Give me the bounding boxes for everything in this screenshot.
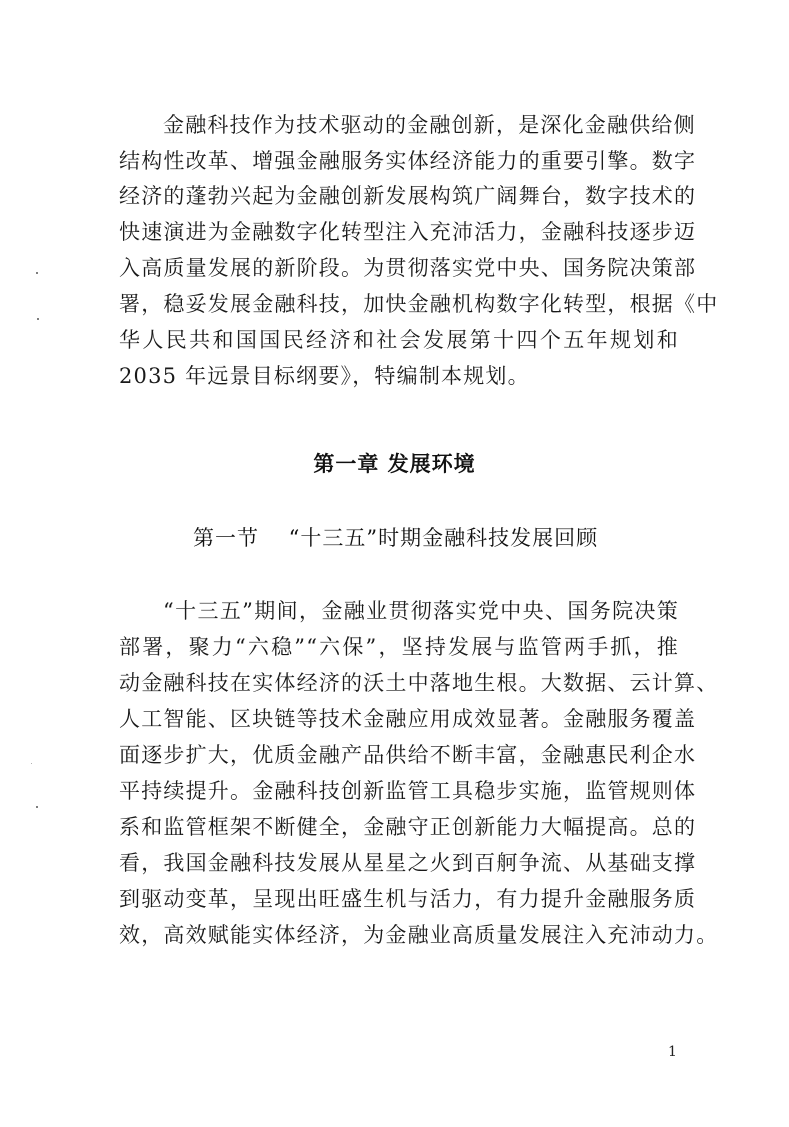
page-number: 1 bbox=[668, 1044, 677, 1060]
scan-speck bbox=[36, 806, 38, 808]
body-line: 系和监管框架不断健全，金融守正创新能力大幅提高。总的 bbox=[119, 815, 697, 839]
intro-line: 华人民共和国国民经济和社会发展第十四个五年规划和 bbox=[119, 328, 679, 352]
body-line: 动金融科技在实体经济的沃土中落地生根。大数据、云计算、 bbox=[119, 671, 719, 695]
intro-line: 金融科技作为技术驱动的金融创新，是深化金融供给侧 bbox=[163, 113, 696, 137]
scan-speck bbox=[31, 763, 32, 764]
body-line: 平持续提升。金融科技创新监管工具稳步实施，监管规则体 bbox=[119, 779, 697, 803]
section-heading: 第一节 “十三五”时期金融科技发展回顾 bbox=[193, 526, 599, 550]
body-line: 效，高效赋能实体经济，为金融业高质量发展注入充沛动力。 bbox=[119, 923, 719, 947]
intro-line: 入高质量发展的新阶段。为贯彻落实党中央、国务院决策部 bbox=[119, 256, 697, 280]
intro-line: 2035 年远景目标纲要》，特编制本规划。 bbox=[119, 364, 530, 388]
body-line: 人工智能、区块链等技术金融应用成效显著。金融服务覆盖 bbox=[119, 707, 697, 731]
body-line: 看，我国金融科技发展从星星之火到百舸争流、从基础支撑 bbox=[119, 851, 697, 875]
body-line: 部署，聚力“六稳”“六保”，坚持发展与监管两手抓，推 bbox=[119, 635, 679, 659]
scan-speck bbox=[37, 318, 39, 320]
intro-line: 快速演进为金融数字化转型注入充沛活力，金融科技逐步迈 bbox=[119, 220, 697, 244]
intro-line: 经济的蓬勃兴起为金融创新发展构筑广阔舞台，数字技术的 bbox=[119, 184, 697, 208]
body-line: 面逐步扩大，优质金融产品供给不断丰富，金融惠民利企水 bbox=[119, 743, 697, 767]
body-line: “十三五”期间，金融业贯彻落实党中央、国务院决策 bbox=[163, 599, 679, 623]
scan-speck bbox=[36, 272, 38, 274]
intro-line: 结构性改革、增强金融服务实体经济能力的重要引擎。数字 bbox=[119, 149, 697, 173]
intro-line: 署，稳妥发展金融科技，加快金融机构数字化转型，根据《中 bbox=[119, 292, 719, 316]
chapter-heading: 第一章 发展环境 bbox=[313, 452, 476, 476]
body-line: 到驱动变革，呈现出旺盛生机与活力，有力提升金融服务质 bbox=[119, 887, 697, 911]
